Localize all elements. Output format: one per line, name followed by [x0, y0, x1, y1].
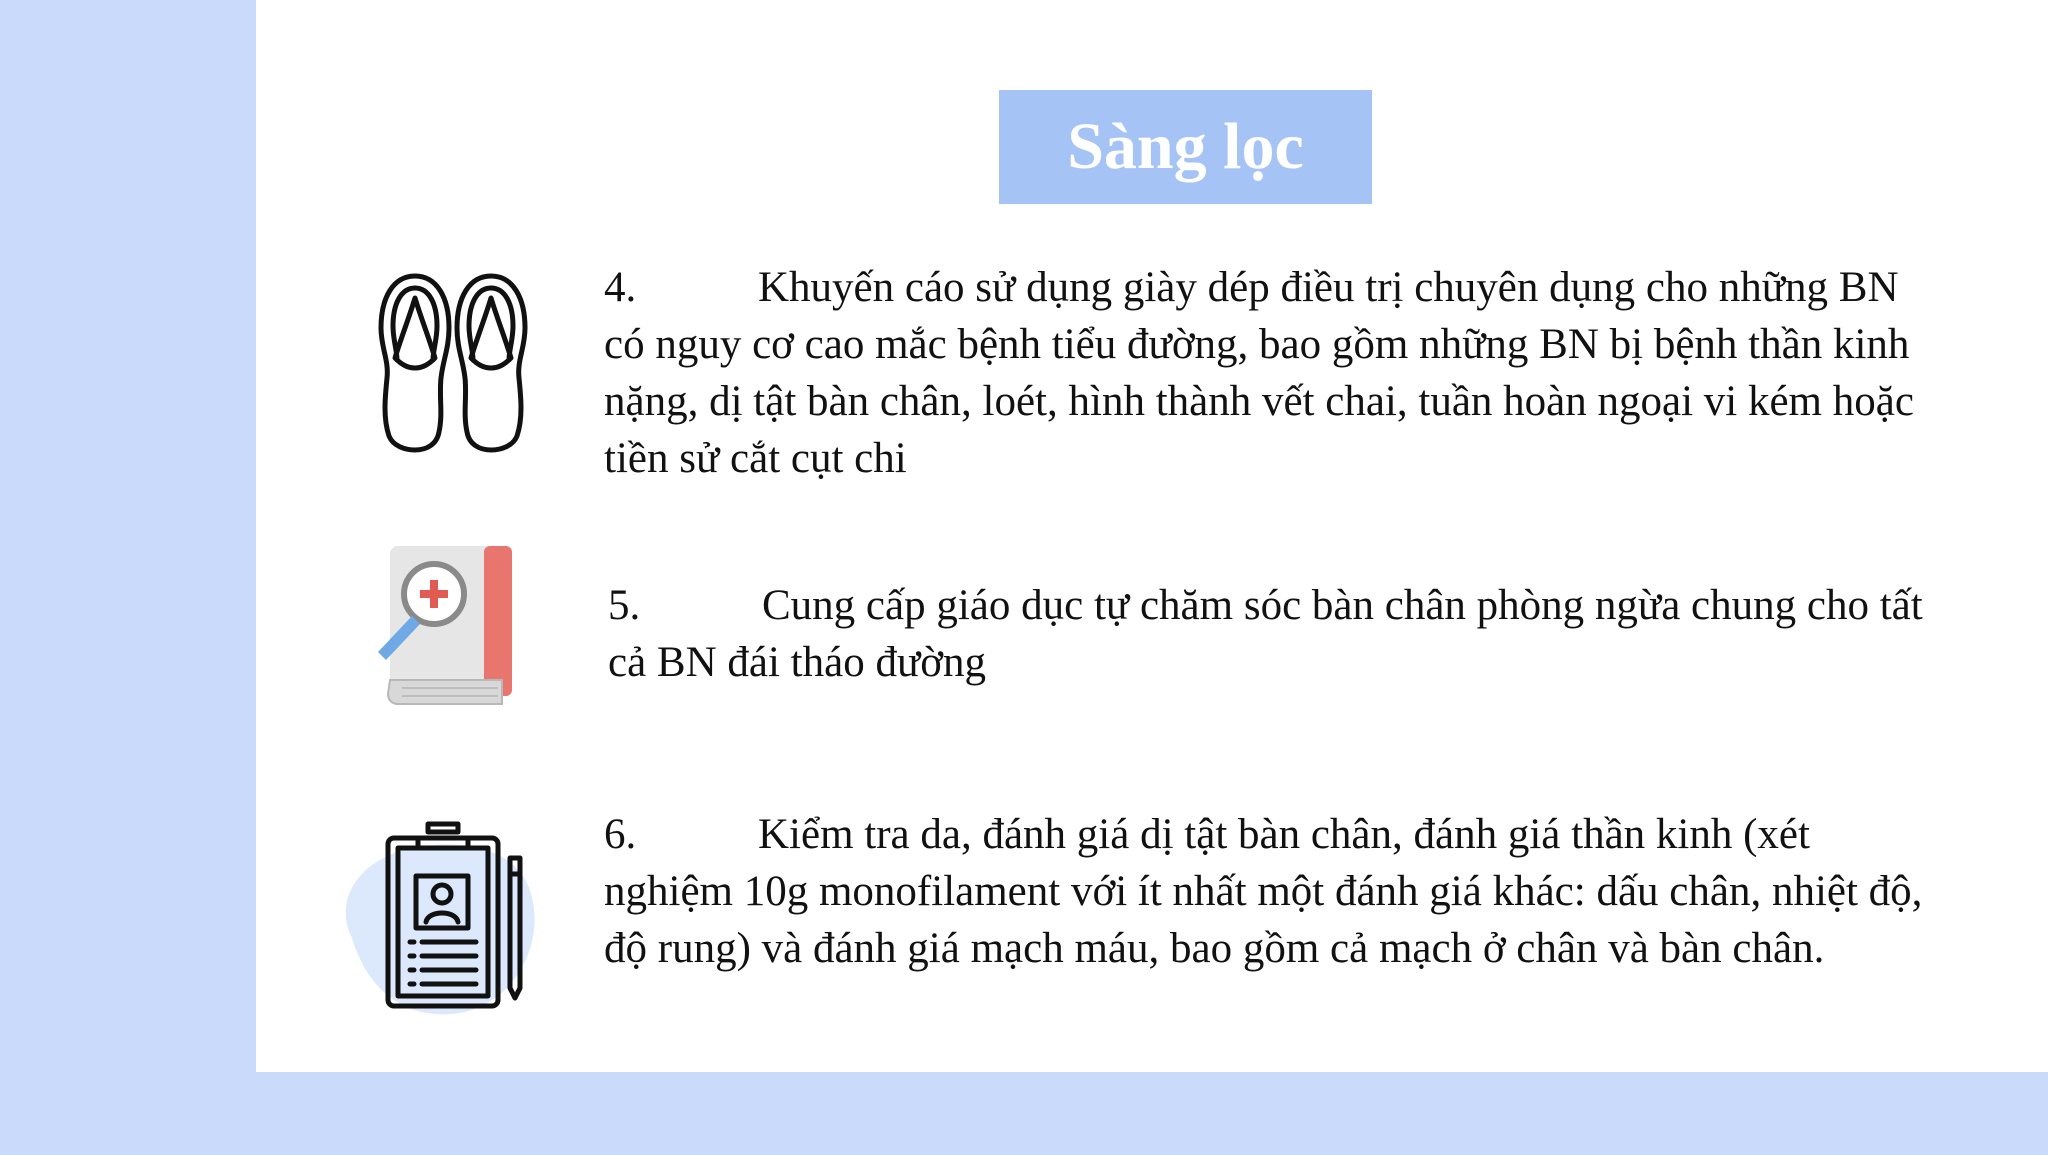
item-text: Kiểm tra da, đánh giá dị tật bàn chân, đánh giá thần kinh (xét nghiệm 10g monofilament với ít nhất một đánh giá khác: dấu chân, nhiệt độ, độ rung) và đánh giá mạch máu, bao gồm cả mạch ở chân và bàn chân. — [604, 811, 1923, 972]
list-item-5 — [608, 577, 1948, 691]
item-number: 6. — [604, 811, 637, 858]
list-item-4 — [604, 259, 1944, 487]
item-number: 4. — [604, 264, 637, 311]
sandals-icon — [375, 268, 535, 453]
item-text: Cung cấp giáo dục tự chăm sóc bàn chân phòng ngừa chung cho tất cả BN đái tháo đường — [608, 582, 1923, 686]
left-accent-bar — [0, 0, 256, 1072]
item-number: 5. — [608, 582, 641, 629]
bottom-accent-bar — [0, 1072, 2048, 1155]
item-text: Khuyến cáo sử dụng giày dép điều trị chuyên dụng cho những BN có nguy cơ cao mắc bệnh tiểu đường, bao gồm những BN bị bệnh thần kinh nặng, dị tật bàn chân, loét, hình thành vết chai, tuần hoàn ngoại vi kém hoặc tiền sử cắt cụt chi — [604, 264, 1914, 482]
page-title: Sàng lọc — [1067, 110, 1304, 183]
clipboard-icon — [332, 818, 547, 1018]
title-box — [999, 90, 1372, 204]
medical-book-icon — [372, 540, 517, 710]
list-item-6 — [604, 806, 1944, 977]
